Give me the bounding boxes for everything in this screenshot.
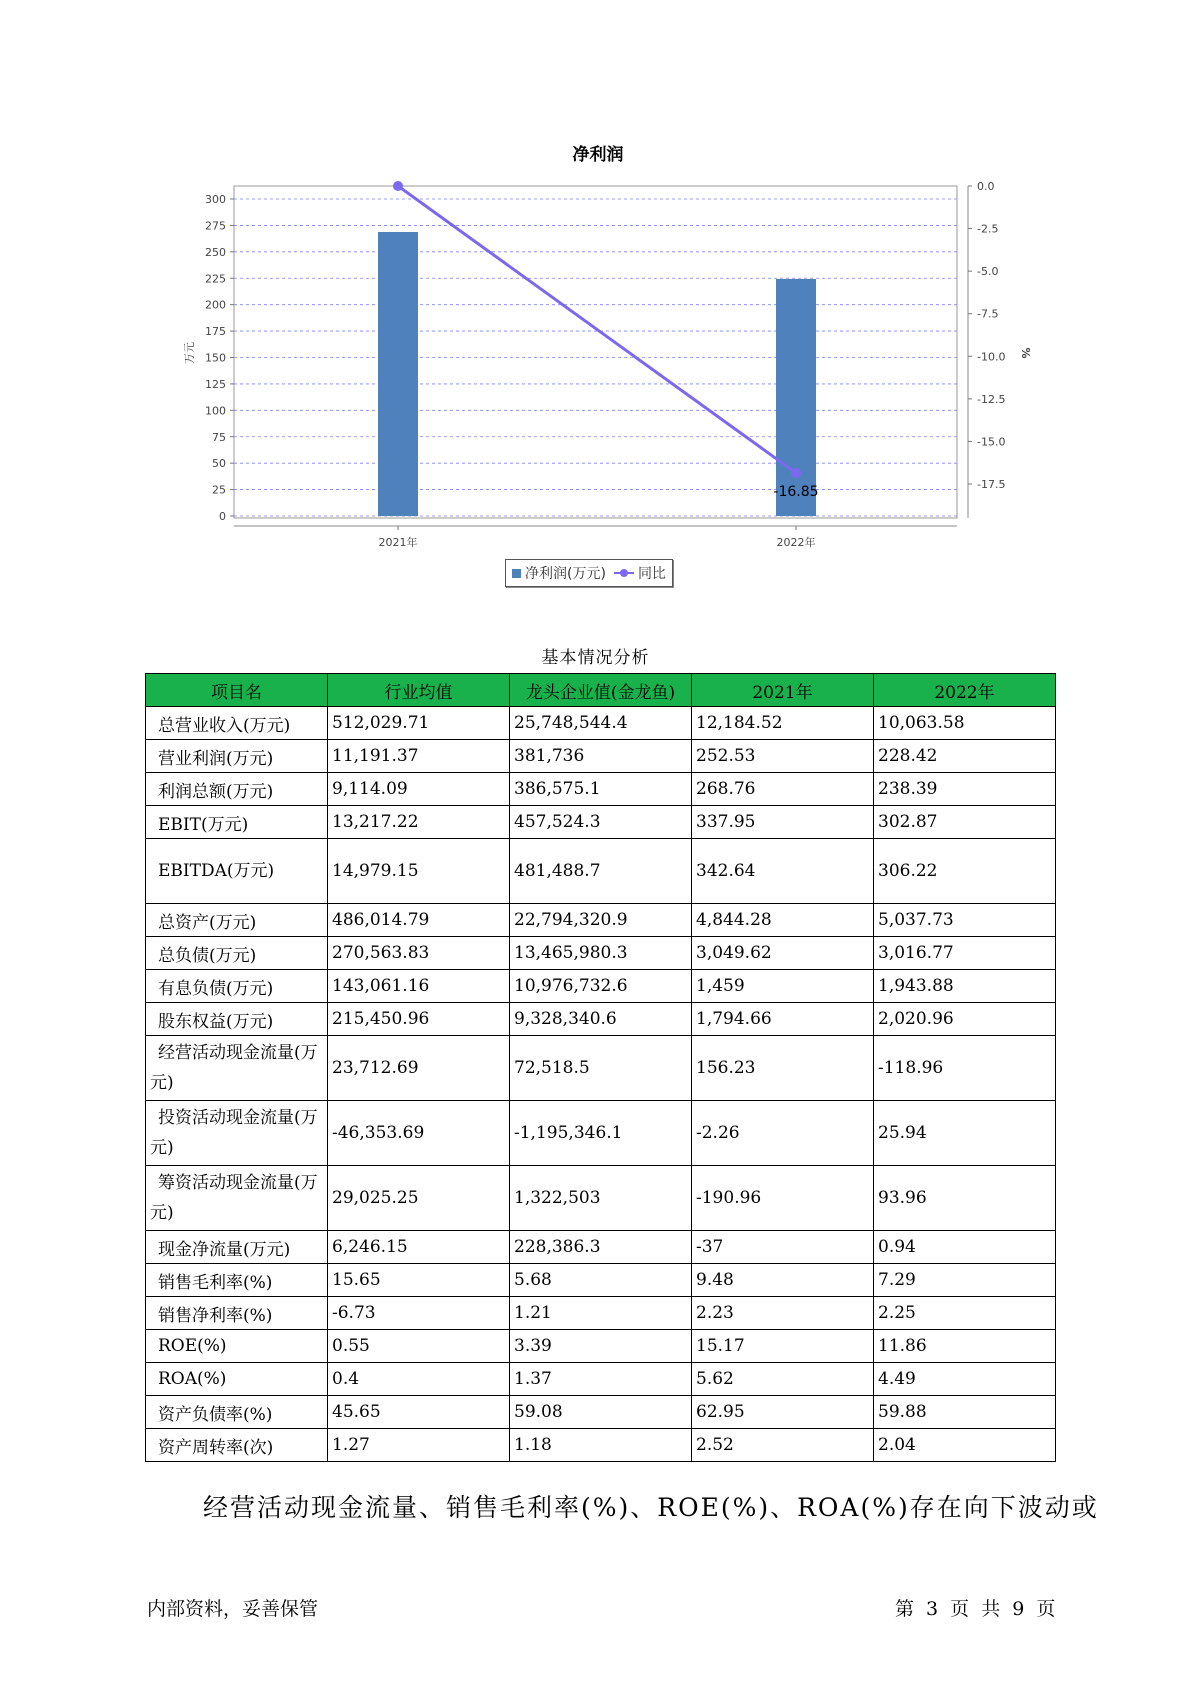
- row-value: 486,014.79: [328, 904, 510, 937]
- table-row: [146, 1036, 1056, 1101]
- row-value: 386,575.1: [510, 773, 692, 806]
- y-tick-label: 225: [205, 272, 226, 286]
- bar-2022年: [776, 279, 816, 516]
- row-value: 7.29: [874, 1264, 1056, 1297]
- row-value: 228,386.3: [510, 1231, 692, 1264]
- chart-title: 净利润: [572, 145, 624, 165]
- y2-tick-label: -12.5: [977, 392, 1006, 406]
- row-value: 15.17: [692, 1330, 874, 1363]
- y-tick-label: 75: [212, 430, 226, 444]
- row-value: 3,049.62: [692, 937, 874, 970]
- y-tick-label: 125: [205, 377, 226, 391]
- row-value: 4.49: [874, 1363, 1056, 1396]
- row-value: 228.42: [874, 740, 1056, 773]
- row-label: 有息负债(万元): [146, 970, 328, 1003]
- row-value: -2.26: [692, 1101, 874, 1166]
- row-value: 5.62: [692, 1363, 874, 1396]
- row-value: 457,524.3: [510, 806, 692, 839]
- row-value: 1.21: [510, 1297, 692, 1330]
- row-label: EBIT(万元): [146, 806, 328, 839]
- header-2021: 2021年: [692, 674, 874, 707]
- y2-tick-label: -17.5: [977, 478, 1006, 491]
- yoy-point: [393, 181, 403, 191]
- row-value: 342.64: [692, 839, 874, 904]
- table-body: [146, 707, 1056, 1462]
- row-value: -37: [692, 1231, 874, 1264]
- row-value: 1,459: [692, 970, 874, 1003]
- row-value: 252.53: [692, 740, 874, 773]
- table-row: [146, 806, 1056, 839]
- table-row: [146, 773, 1056, 806]
- y2-tick-label: 0.0: [977, 180, 995, 193]
- legend-bar-label: 净利润(万元): [525, 566, 606, 582]
- table-row: [146, 1396, 1056, 1429]
- y2-tick-label: -10.0: [977, 350, 1006, 364]
- table-row: [146, 1429, 1056, 1462]
- row-value: 13,465,980.3: [510, 937, 692, 970]
- y-tick-label: 175: [205, 325, 226, 339]
- row-value: 306.22: [874, 839, 1056, 904]
- legend-line-label: 同比: [637, 566, 666, 582]
- row-value: 1.18: [510, 1429, 692, 1462]
- y-tick-label: 25: [212, 483, 226, 497]
- row-label: 股东权益(万元): [146, 1003, 328, 1036]
- row-label: 经营活动现金流量(万元): [146, 1036, 328, 1101]
- row-value: 381,736: [510, 740, 692, 773]
- row-value: 481,488.7: [510, 839, 692, 904]
- row-value: 25,748,544.4: [510, 707, 692, 740]
- y2-axis-label: %: [1019, 347, 1032, 359]
- y2-tick-label: -15.0: [977, 435, 1006, 449]
- header-leader-value: 龙头企业值(金龙鱼): [510, 674, 692, 707]
- row-value: 11.86: [874, 1330, 1056, 1363]
- row-label: ROE(%): [146, 1330, 328, 1363]
- footer-page-number: 第 3 页 共 9 页: [895, 1598, 1056, 1620]
- row-label: 总资产(万元): [146, 904, 328, 937]
- row-label: 销售毛利率(%): [146, 1264, 328, 1297]
- table-row: [146, 707, 1056, 740]
- table-caption: 基本情况分析: [541, 648, 650, 668]
- row-value: 5,037.73: [874, 904, 1056, 937]
- row-value: 15.65: [328, 1264, 510, 1297]
- legend-item-bar: [512, 563, 606, 583]
- row-value: 2.23: [692, 1297, 874, 1330]
- row-value: 270,563.83: [328, 937, 510, 970]
- row-value: 156.23: [692, 1036, 874, 1101]
- basic-analysis-table: [145, 673, 1056, 1462]
- row-label: 利润总额(万元): [146, 773, 328, 806]
- y2-tick-label: -2.5: [977, 222, 999, 236]
- row-value: 1,794.66: [692, 1003, 874, 1036]
- row-value: 238.39: [874, 773, 1056, 806]
- row-value: -190.96: [692, 1166, 874, 1231]
- legend-item-line: [614, 563, 666, 583]
- row-value: 0.94: [874, 1231, 1056, 1264]
- yoy-data-label: -16.85: [773, 483, 819, 500]
- row-value: 5.68: [510, 1264, 692, 1297]
- row-value: 12,184.52: [692, 707, 874, 740]
- row-value: 62.95: [692, 1396, 874, 1429]
- row-label: EBITDA(万元): [146, 839, 328, 904]
- x-tick-label: 2021年: [378, 536, 418, 549]
- row-value: 93.96: [874, 1166, 1056, 1231]
- table-row: [146, 740, 1056, 773]
- row-value: 4,844.28: [692, 904, 874, 937]
- row-value: 45.65: [328, 1396, 510, 1429]
- row-value: 10,976,732.6: [510, 970, 692, 1003]
- footer-confidential-note: 内部资料，妥善保管: [147, 1598, 319, 1620]
- chart-canvas: [0, 0, 1191, 560]
- row-value: 59.88: [874, 1396, 1056, 1429]
- table-row: [146, 839, 1056, 904]
- row-value: 0.4: [328, 1363, 510, 1396]
- table-row: [146, 1166, 1056, 1231]
- table-row: [146, 970, 1056, 1003]
- row-value: -1,195,346.1: [510, 1101, 692, 1166]
- table-row: [146, 1231, 1056, 1264]
- y-tick-label: 300: [205, 193, 226, 206]
- legend-line-swatch-icon: [614, 568, 634, 578]
- row-label: 总营业收入(万元): [146, 707, 328, 740]
- row-value: -6.73: [328, 1297, 510, 1330]
- row-value: 2.52: [692, 1429, 874, 1462]
- row-value: 302.87: [874, 806, 1056, 839]
- table-header-row: [146, 674, 1056, 707]
- row-value: 337.95: [692, 806, 874, 839]
- row-value: -46,353.69: [328, 1101, 510, 1166]
- row-value: -118.96: [874, 1036, 1056, 1101]
- row-value: 25.94: [874, 1101, 1056, 1166]
- row-label: 销售净利率(%): [146, 1297, 328, 1330]
- row-label: 总负债(万元): [146, 937, 328, 970]
- row-label: 资产周转率(次): [146, 1429, 328, 1462]
- row-value: 29,025.25: [328, 1166, 510, 1231]
- summary-paragraph: 经营活动现金流量、销售毛利率(%)、ROE(%)、ROA(%)存在向下波动或: [203, 1493, 1099, 1522]
- row-value: 9,114.09: [328, 773, 510, 806]
- yoy-point: [791, 468, 801, 478]
- row-value: 9,328,340.6: [510, 1003, 692, 1036]
- y-tick-label: 250: [205, 245, 226, 259]
- row-value: 11,191.37: [328, 740, 510, 773]
- legend-bar-swatch-icon: [512, 569, 521, 578]
- row-value: 1,322,503: [510, 1166, 692, 1231]
- y-tick-label: 0: [219, 510, 226, 523]
- row-value: 0.55: [328, 1330, 510, 1363]
- table-row: [146, 937, 1056, 970]
- row-label: 营业利润(万元): [146, 740, 328, 773]
- row-label: 筹资活动现金流量(万元): [146, 1166, 328, 1231]
- chart-legend: [505, 559, 673, 587]
- plot-area: [234, 186, 957, 518]
- row-value: 1,943.88: [874, 970, 1056, 1003]
- row-value: 13,217.22: [328, 806, 510, 839]
- row-value: 3.39: [510, 1330, 692, 1363]
- table-row: [146, 1264, 1056, 1297]
- header-item-name: 项目名: [146, 674, 328, 707]
- row-value: 9.48: [692, 1264, 874, 1297]
- y-tick-label: 275: [205, 219, 226, 233]
- row-value: 2.04: [874, 1429, 1056, 1462]
- x-tick-label: 2022年: [776, 536, 816, 549]
- row-label: ROA(%): [146, 1363, 328, 1396]
- row-value: 72,518.5: [510, 1036, 692, 1101]
- table-row: [146, 1363, 1056, 1396]
- row-value: 6,246.15: [328, 1231, 510, 1264]
- net-profit-chart: [0, 0, 1191, 600]
- table-row: [146, 904, 1056, 937]
- row-value: 268.76: [692, 773, 874, 806]
- row-value: 59.08: [510, 1396, 692, 1429]
- y-tick-label: 50: [212, 457, 226, 471]
- row-value: 10,063.58: [874, 707, 1056, 740]
- header-industry-avg: 行业均值: [328, 674, 510, 707]
- row-value: 22,794,320.9: [510, 904, 692, 937]
- row-value: 23,712.69: [328, 1036, 510, 1101]
- row-value: 1.27: [328, 1429, 510, 1462]
- row-value: 14,979.15: [328, 839, 510, 904]
- table-row: [146, 1101, 1056, 1166]
- y-axis-label: 万元: [183, 342, 196, 364]
- table-row: [146, 1330, 1056, 1363]
- y2-tick-label: -5.0: [977, 265, 999, 279]
- row-label: 资产负债率(%): [146, 1396, 328, 1429]
- row-value: 3,016.77: [874, 937, 1056, 970]
- row-value: 512,029.71: [328, 707, 510, 740]
- row-value: 1.37: [510, 1363, 692, 1396]
- y-tick-label: 150: [205, 351, 226, 365]
- row-value: 2,020.96: [874, 1003, 1056, 1036]
- y2-tick-label: -7.5: [977, 307, 999, 321]
- row-value: 215,450.96: [328, 1003, 510, 1036]
- row-value: 2.25: [874, 1297, 1056, 1330]
- table-row: [146, 1297, 1056, 1330]
- bar-2021年: [378, 232, 418, 516]
- header-2022: 2022年: [874, 674, 1056, 707]
- y-tick-label: 100: [205, 404, 226, 418]
- row-value: 143,061.16: [328, 970, 510, 1003]
- table-row: [146, 1003, 1056, 1036]
- y-tick-label: 200: [205, 298, 226, 312]
- row-label: 投资活动现金流量(万元): [146, 1101, 328, 1166]
- row-label: 现金净流量(万元): [146, 1231, 328, 1264]
